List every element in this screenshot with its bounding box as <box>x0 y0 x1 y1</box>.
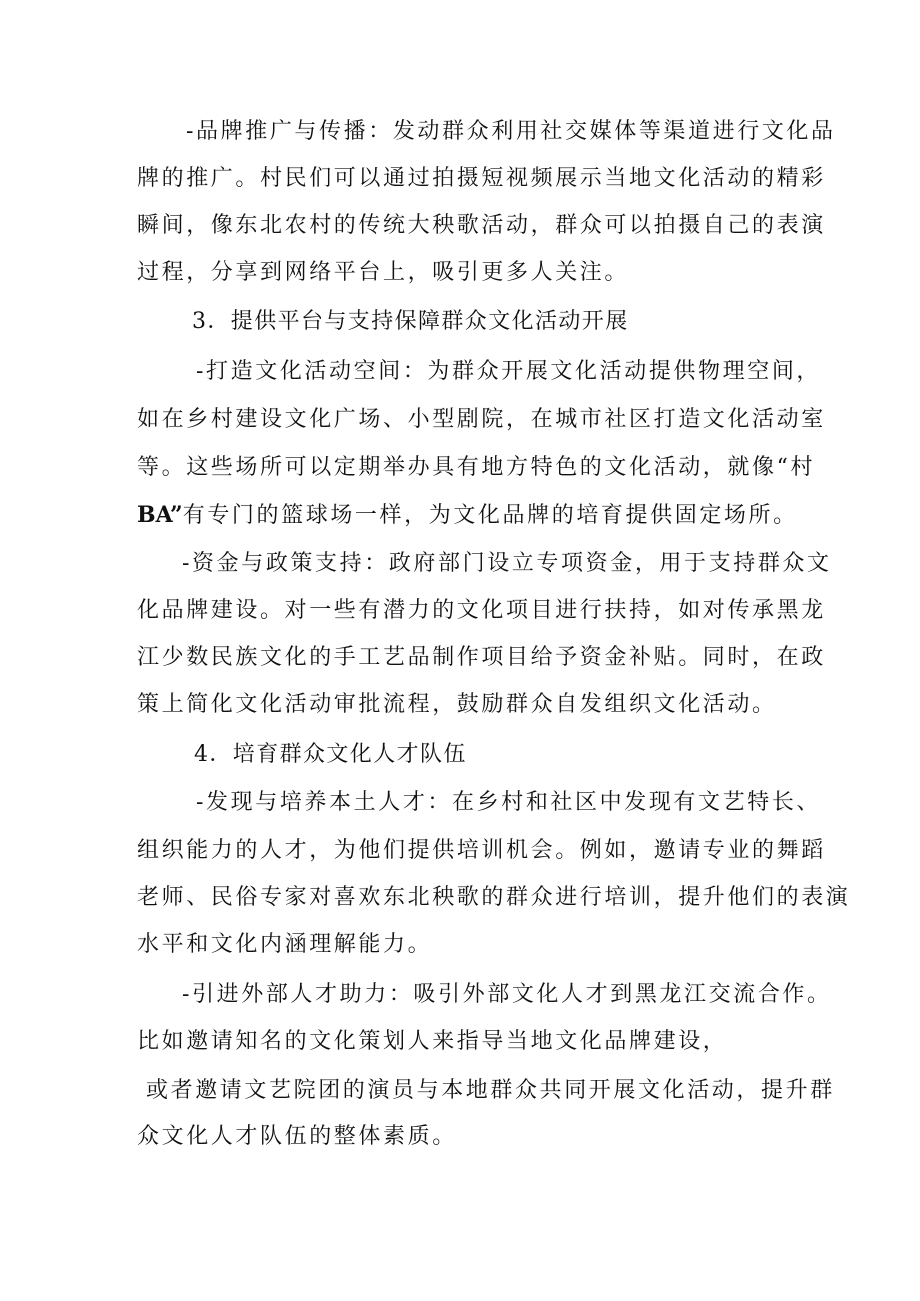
text-line: 江少数民族文化的手工艺品制作项目给予资金补贴。同时，在政 <box>137 645 826 670</box>
text-line-with-lead <box>137 500 798 531</box>
text-rest: 有专门的篮球场一样，为文化品牌的培育提供固定场所。 <box>182 503 798 528</box>
text-line: 组织能力的人才，为他们提供培训机会。例如，邀请专业的舞蹈 <box>137 838 826 863</box>
text-line: 瞬间，像东北农村的传统大秧歌活动，群众可以拍摄自己的表演 <box>137 213 826 238</box>
text-line: 老师、民俗专家对喜欢东北秧歌的群众进行培训，提升他们的表演 <box>137 885 851 910</box>
text-line: 化品牌建设。对一些有潜力的文化项目进行扶持，如对传承黑龙 <box>137 598 826 623</box>
text-lead: BA” <box>137 502 183 528</box>
text-line: -发现与培养本土人才：在乡村和社区中发现有文艺特长、 <box>196 790 822 815</box>
text-line: -品牌推广与传播：发动群众利用社交媒体等渠道进行文化品 <box>186 119 836 144</box>
text-line: -打造文化活动空间：为群众开展文化活动提供物理空间， <box>196 359 822 384</box>
text-line: 比如邀请知名的文化策划人来指导当地文化品牌建设， <box>137 1029 728 1054</box>
text-line: 众文化人才队伍的整体素质。 <box>137 1124 457 1149</box>
section-heading: 3．提供平台与支持保障群众文化活动开展 <box>192 309 629 334</box>
text-line: -引进外部人才助力：吸引外部文化人才到黑龙江交流合作。 <box>182 982 832 1007</box>
text-line: 等。这些场所可以定期举办具有地方特色的文化活动，就像“村 <box>137 455 816 480</box>
text-line: 策上简化文化活动审批流程，鼓励群众自发组织文化活动。 <box>137 692 777 717</box>
text-line: 过程，分享到网络平台上，吸引更多人关注。 <box>137 260 630 285</box>
text-line: 水平和文化内涵理解能力。 <box>137 932 433 957</box>
text-line: -资金与政策支持：政府部门设立专项资金，用于支持群众文 <box>182 551 832 576</box>
text-line: 牌的推广。村民们可以通过拍摄短视频展示当地文化活动的精彩 <box>137 166 826 191</box>
section-heading: 4．培育群众文化人才队伍 <box>194 742 467 767</box>
text-line: 如在乡村建设文化广场、小型剧院，在城市社区打造文化活动室 <box>137 407 826 432</box>
text-line: 或者邀请文艺院团的演员与本地群众共同开展文化活动，提升群 <box>146 1078 835 1103</box>
